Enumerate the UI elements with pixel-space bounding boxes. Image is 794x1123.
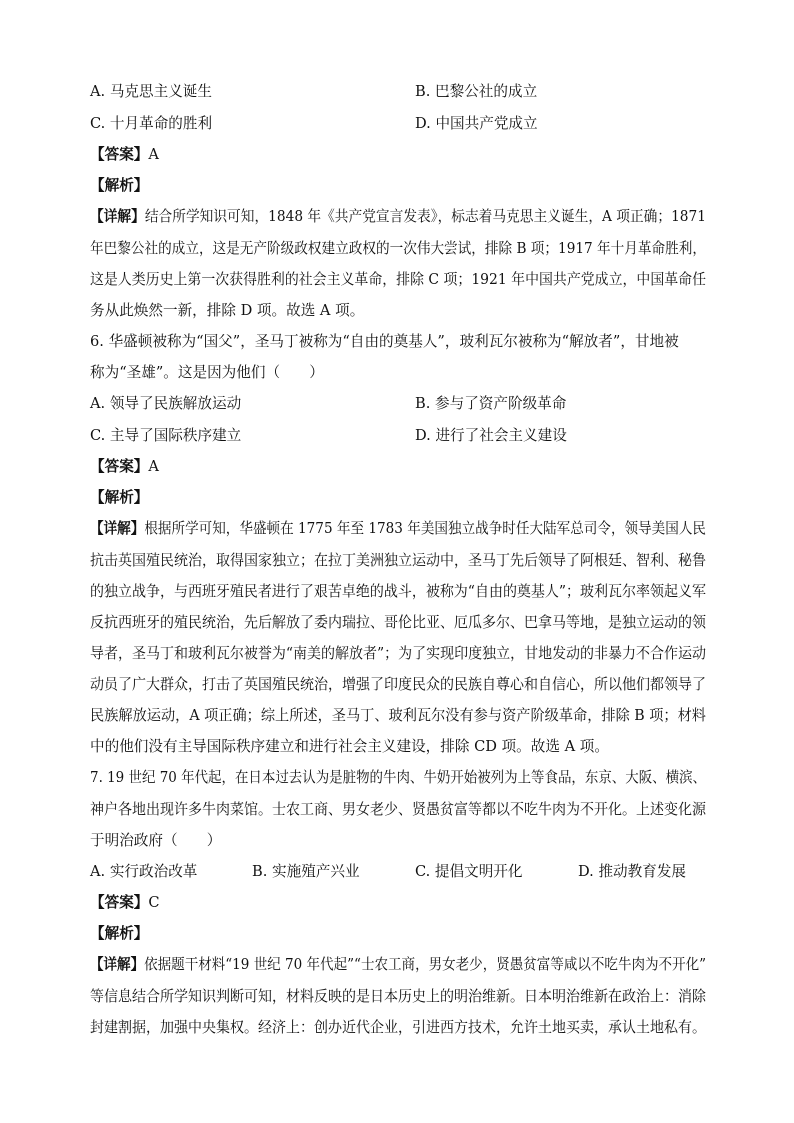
q7-stem-line-1: 7. 19 世纪 70 年代起，在日本过去认为是脏物的牛肉、牛奶开始被列为上等食品，东京、大阪、横滨、 <box>90 769 707 786</box>
q5-detail-text: 结合所学知识可知，1848 年《共产党宣言发表》，标志着马克思主义诞生，A 项正确；1871 <box>144 208 706 225</box>
q7-detail-line-3: 封建割据，加强中央集权。经济上：创办近代企业，引进西方技术，允许土地买卖，承认土地私有。 <box>90 1019 707 1036</box>
q5-analysis-tag: 【解析】 <box>90 177 149 194</box>
q6-detail-line-8: 中的他们没有主导国际秩序建立和进行社会主义建设，排除 CD 项。故选 A 项。 <box>90 738 609 755</box>
q6-option-b: B. 参与了资产阶级革命 <box>415 395 567 412</box>
q5-detail-line-2: 年巴黎公社的成立，这是无产阶级政权建立政权的一次伟大尝试，排除 B 项；1917 年十月革命胜利， <box>90 240 706 257</box>
q6-detail-line-6: 动员了广大群众，打击了英国殖民统治，增强了印度民众的民族自尊心和自信心，所以他们都领导了 <box>90 676 707 693</box>
q6-stem-line-2: 称为“圣雄”。这是因为他们（ ） <box>90 364 324 381</box>
q7-option-d: D. 推动教育发展 <box>578 863 687 880</box>
q6-answer-line <box>90 457 159 477</box>
q5-detail-line-3: 这是人类历史上第一次获得胜利的社会主义革命，排除 C 项；1921 年中国共产党成立，中国革命任 <box>90 271 707 288</box>
q6-option-d: D. 进行了社会主义建设 <box>415 427 567 444</box>
answer-tag: 【答案】 <box>90 146 149 163</box>
q7-stem-line-2: 神户各地出现许多牛肉菜馆。士农工商、男女老少、贤愚贫富等都以不吃牛肉为不开化。上述变化源 <box>90 801 707 818</box>
q5-answer: A <box>148 146 159 163</box>
q6-option-a: A. 领导了民族解放运动 <box>90 395 242 412</box>
q5-option-c: C. 十月革命的胜利 <box>90 115 213 132</box>
q6-detail-line-2: 抗击英国殖民统治，取得国家独立；在拉丁美洲独立运动中，圣马丁先后领导了阿根廷、智利、秘鲁 <box>90 552 707 569</box>
detail-tag: 【详解】 <box>90 208 145 225</box>
q7-option-b: B. 实施殖产兴业 <box>252 863 360 880</box>
q6-detail-text: 根据所学可知，华盛顿在 1775 年至 1783 年美国独立战争时任大陆军总司令，领导美国人民 <box>144 520 707 537</box>
q6-detail-line-1 <box>90 519 706 539</box>
q6-stem-line-1: 6. 华盛顿被称为“国父”，圣马丁被称为“自由的奠基人”，玻利瓦尔被称为“解放者”，甘地被 <box>90 333 679 350</box>
q6-answer: A <box>148 458 159 475</box>
q5-answer-line <box>90 145 159 165</box>
q6-detail-line-7: 民族解放运动，A 项正确；综上所述，圣马丁、玻利瓦尔没有参与资产阶级革命，排除 B 项；材料 <box>90 707 706 724</box>
q6-detail-line-5: 导者，圣马丁和玻利瓦尔被誉为“南美的解放者”；为了实现印度独立，甘地发动的非暴力不合作运动 <box>90 645 706 662</box>
q6-detail-line-3: 的独立战争，与西班牙殖民者进行了艰苦卓绝的战斗，被称为“自由的奠基人”；玻利瓦尔率领起义军 <box>90 583 706 600</box>
q5-detail-line-1 <box>90 207 706 227</box>
q7-detail-line-1 <box>90 955 706 975</box>
q7-stem-line-3: 于明治政府（ ） <box>90 832 222 849</box>
q5-detail-line-4: 务从此焕然一新，排除 D 项。故选 A 项。 <box>90 302 365 319</box>
q5-option-a: A. 马克思主义诞生 <box>90 83 212 100</box>
q7-detail-line-2: 等信息结合所学知识判断可知，材料反映的是日本历史上的明治维新。日本明治维新在政治上：消除 <box>90 988 707 1005</box>
q7-answer: C <box>148 894 160 911</box>
q7-option-c: C. 提倡文明开化 <box>415 863 523 880</box>
q6-option-c: C. 主导了国际秩序建立 <box>90 427 242 444</box>
detail-tag: 【详解】 <box>90 520 145 537</box>
q5-option-d: D. 中国共产党成立 <box>415 115 538 132</box>
q7-analysis-tag: 【解析】 <box>90 925 149 942</box>
q7-option-a: A. 实行政治改革 <box>90 863 198 880</box>
q5-option-b: B. 巴黎公社的成立 <box>415 83 538 100</box>
detail-tag: 【详解】 <box>90 956 145 973</box>
answer-tag: 【答案】 <box>90 458 149 475</box>
answer-tag: 【答案】 <box>90 894 149 911</box>
q6-detail-line-4: 反抗西班牙的殖民统治，先后解放了委内瑞拉、哥伦比亚、厄瓜多尔、巴拿马等地，是独立运动的领 <box>90 614 707 631</box>
q7-detail-text: 依据题干材料“19 世纪 70 年代起”“士农工商，男女老少，贤愚贫富等咸以不吃牛肉为不开化” <box>144 956 707 973</box>
q6-analysis-tag: 【解析】 <box>90 489 149 506</box>
q7-answer-line <box>90 893 160 913</box>
